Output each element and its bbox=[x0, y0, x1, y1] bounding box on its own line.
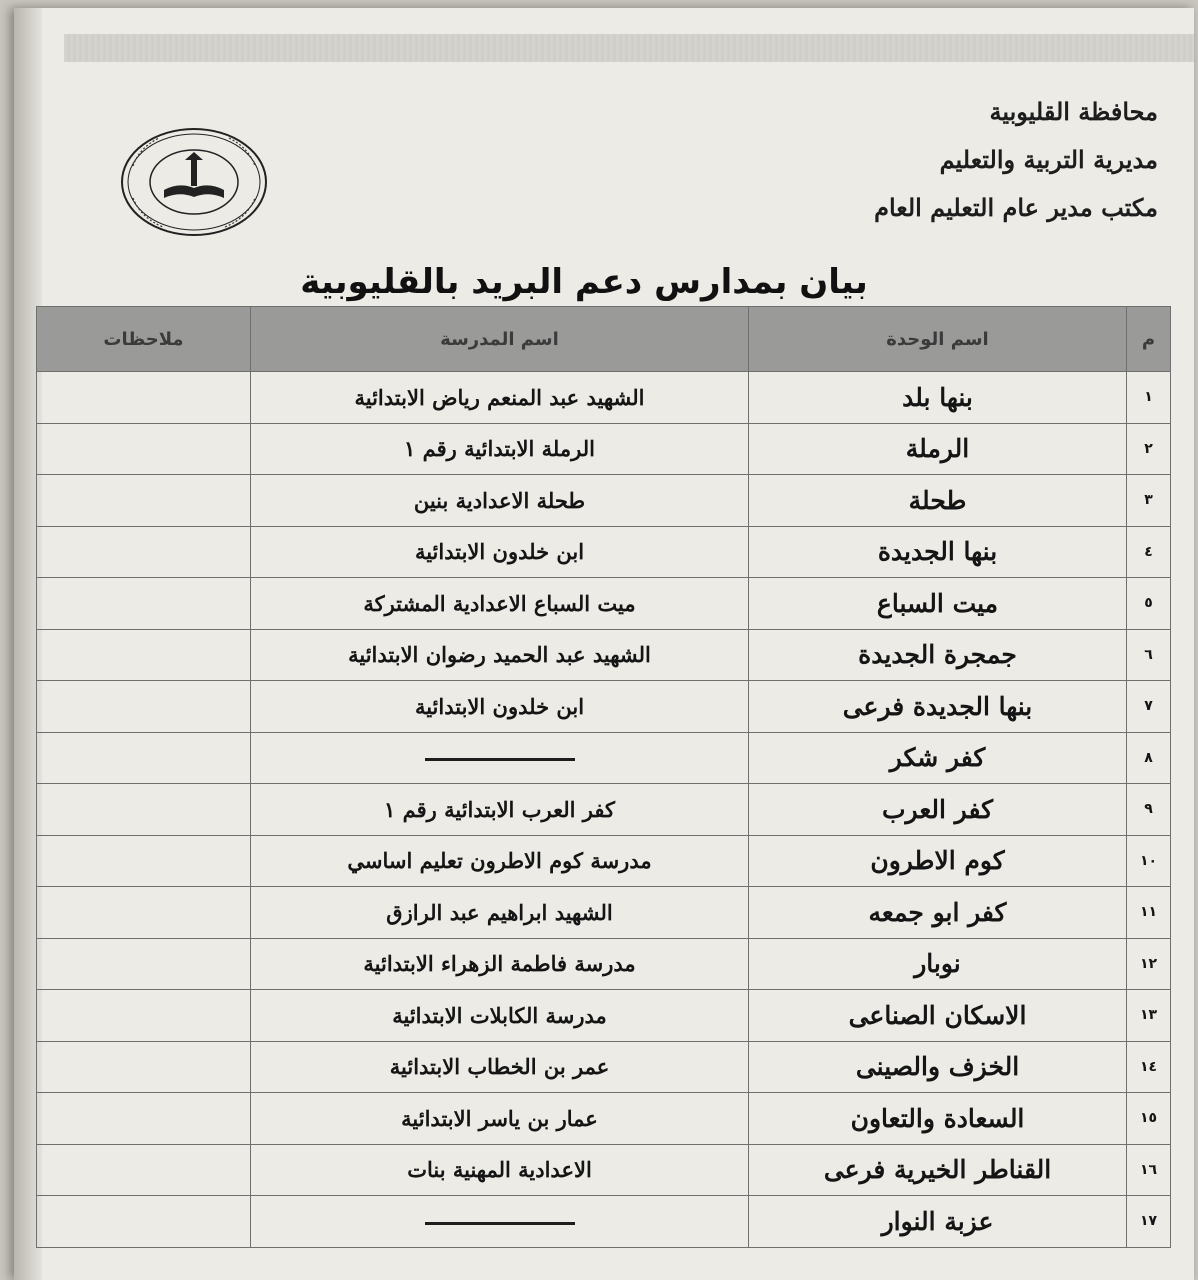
cell-num: ٩ bbox=[1127, 784, 1171, 836]
cell-unit: بنها الجديدة bbox=[749, 526, 1127, 578]
cell-school: ميت السباع الاعدادية المشتركة bbox=[251, 578, 749, 630]
table-row bbox=[37, 835, 1171, 887]
cell-notes bbox=[37, 1093, 251, 1145]
cell-num: ١٠ bbox=[1127, 835, 1171, 887]
cell-school: ابن خلدون الابتدائية bbox=[251, 681, 749, 733]
table-row bbox=[37, 887, 1171, 939]
empty-dash-line bbox=[425, 758, 575, 761]
cell-num: ١٣ bbox=[1127, 990, 1171, 1042]
cell-notes bbox=[37, 578, 251, 630]
table-row bbox=[37, 629, 1171, 681]
column-header-school: اسم المدرسة bbox=[251, 307, 749, 372]
table-row bbox=[37, 1093, 1171, 1145]
cell-unit: كفر شكر bbox=[749, 732, 1127, 784]
cell-notes bbox=[37, 423, 251, 475]
empty-dash-line bbox=[425, 1222, 575, 1225]
cell-school: الاعدادية المهنية بنات bbox=[251, 1144, 749, 1196]
column-header-num: م bbox=[1127, 307, 1171, 372]
cell-school: الشهيد ابراهيم عبد الرازق bbox=[251, 887, 749, 939]
cell-school: الشهيد عبد المنعم رياض الابتدائية bbox=[251, 372, 749, 424]
cell-school bbox=[251, 1196, 749, 1248]
cell-num: ٤ bbox=[1127, 526, 1171, 578]
cell-notes bbox=[37, 372, 251, 424]
cell-num: ٦ bbox=[1127, 629, 1171, 681]
cell-num: ١٢ bbox=[1127, 938, 1171, 990]
cell-unit: ميت السباع bbox=[749, 578, 1127, 630]
cell-school: عمار بن ياسر الابتدائية bbox=[251, 1093, 749, 1145]
cell-school: كفر العرب الابتدائية رقم ١ bbox=[251, 784, 749, 836]
table-row bbox=[37, 1041, 1171, 1093]
cell-school: الشهيد عبد الحميد رضوان الابتدائية bbox=[251, 629, 749, 681]
cell-num: ١ bbox=[1127, 372, 1171, 424]
cell-unit: بنها بلد bbox=[749, 372, 1127, 424]
table-row bbox=[37, 990, 1171, 1042]
cell-num: ١٤ bbox=[1127, 1041, 1171, 1093]
cell-notes bbox=[37, 1196, 251, 1248]
office-line: مكتب مدير عام التعليم العام bbox=[874, 193, 1158, 222]
table-row bbox=[37, 938, 1171, 990]
cell-unit: الاسكان الصناعى bbox=[749, 990, 1127, 1042]
column-header-notes: ملاحظات bbox=[37, 307, 251, 372]
cell-unit: جمجرة الجديدة bbox=[749, 629, 1127, 681]
governorate-line: محافظة القليوبية bbox=[989, 97, 1158, 126]
cell-notes bbox=[37, 1041, 251, 1093]
cell-num: ٧ bbox=[1127, 681, 1171, 733]
cell-school: عمر بن الخطاب الابتدائية bbox=[251, 1041, 749, 1093]
table-row bbox=[37, 578, 1171, 630]
cell-unit: الرملة bbox=[749, 423, 1127, 475]
cell-notes bbox=[37, 784, 251, 836]
document-title: بيان بمدارس دعم البريد بالقليوبية bbox=[300, 262, 868, 302]
table-row bbox=[37, 1144, 1171, 1196]
cell-unit: القناطر الخيرية فرعى bbox=[749, 1144, 1127, 1196]
cell-notes bbox=[37, 629, 251, 681]
cell-school: طحلة الاعدادية بنين bbox=[251, 475, 749, 527]
cell-notes bbox=[37, 835, 251, 887]
cell-school bbox=[251, 732, 749, 784]
cell-unit: كوم الاطرون bbox=[749, 835, 1127, 887]
cell-num: ١١ bbox=[1127, 887, 1171, 939]
cell-num: ١٧ bbox=[1127, 1196, 1171, 1248]
cell-unit: الخزف والصينى bbox=[749, 1041, 1127, 1093]
cell-notes bbox=[37, 887, 251, 939]
directorate-line: مديرية التربية والتعليم bbox=[939, 145, 1158, 174]
cell-unit: كفر العرب bbox=[749, 784, 1127, 836]
cell-school: ابن خلدون الابتدائية bbox=[251, 526, 749, 578]
cell-unit: بنها الجديدة فرعى bbox=[749, 681, 1127, 733]
table-row bbox=[37, 1196, 1171, 1248]
cell-notes bbox=[37, 526, 251, 578]
cell-notes bbox=[37, 681, 251, 733]
table-row bbox=[37, 784, 1171, 836]
cell-num: ٨ bbox=[1127, 732, 1171, 784]
schools-table bbox=[36, 306, 1171, 1248]
top-gray-band bbox=[64, 34, 1194, 62]
cell-num: ٥ bbox=[1127, 578, 1171, 630]
cell-notes bbox=[37, 1144, 251, 1196]
cell-school: الرملة الابتدائية رقم ١ bbox=[251, 423, 749, 475]
table-header-row bbox=[37, 307, 1171, 372]
table-row bbox=[37, 732, 1171, 784]
cell-num: ١٥ bbox=[1127, 1093, 1171, 1145]
table-row bbox=[37, 475, 1171, 527]
table-row bbox=[37, 372, 1171, 424]
cell-notes bbox=[37, 475, 251, 527]
ministry-seal-icon bbox=[119, 126, 269, 238]
cell-school: مدرسة الكابلات الابتدائية bbox=[251, 990, 749, 1042]
cell-unit: كفر ابو جمعه bbox=[749, 887, 1127, 939]
table-row bbox=[37, 423, 1171, 475]
cell-unit: طحلة bbox=[749, 475, 1127, 527]
cell-school: مدرسة فاطمة الزهراء الابتدائية bbox=[251, 938, 749, 990]
table-row bbox=[37, 681, 1171, 733]
column-header-unit: اسم الوحدة bbox=[749, 307, 1127, 372]
cell-notes bbox=[37, 938, 251, 990]
cell-school: مدرسة كوم الاطرون تعليم اساسي bbox=[251, 835, 749, 887]
cell-unit: نوبار bbox=[749, 938, 1127, 990]
table-row bbox=[37, 526, 1171, 578]
cell-notes bbox=[37, 732, 251, 784]
cell-num: ١٦ bbox=[1127, 1144, 1171, 1196]
cell-unit: عزبة النوار bbox=[749, 1196, 1127, 1248]
cell-notes bbox=[37, 990, 251, 1042]
letterhead bbox=[738, 88, 1158, 232]
cell-unit: السعادة والتعاون bbox=[749, 1093, 1127, 1145]
cell-num: ٣ bbox=[1127, 475, 1171, 527]
cell-num: ٢ bbox=[1127, 423, 1171, 475]
